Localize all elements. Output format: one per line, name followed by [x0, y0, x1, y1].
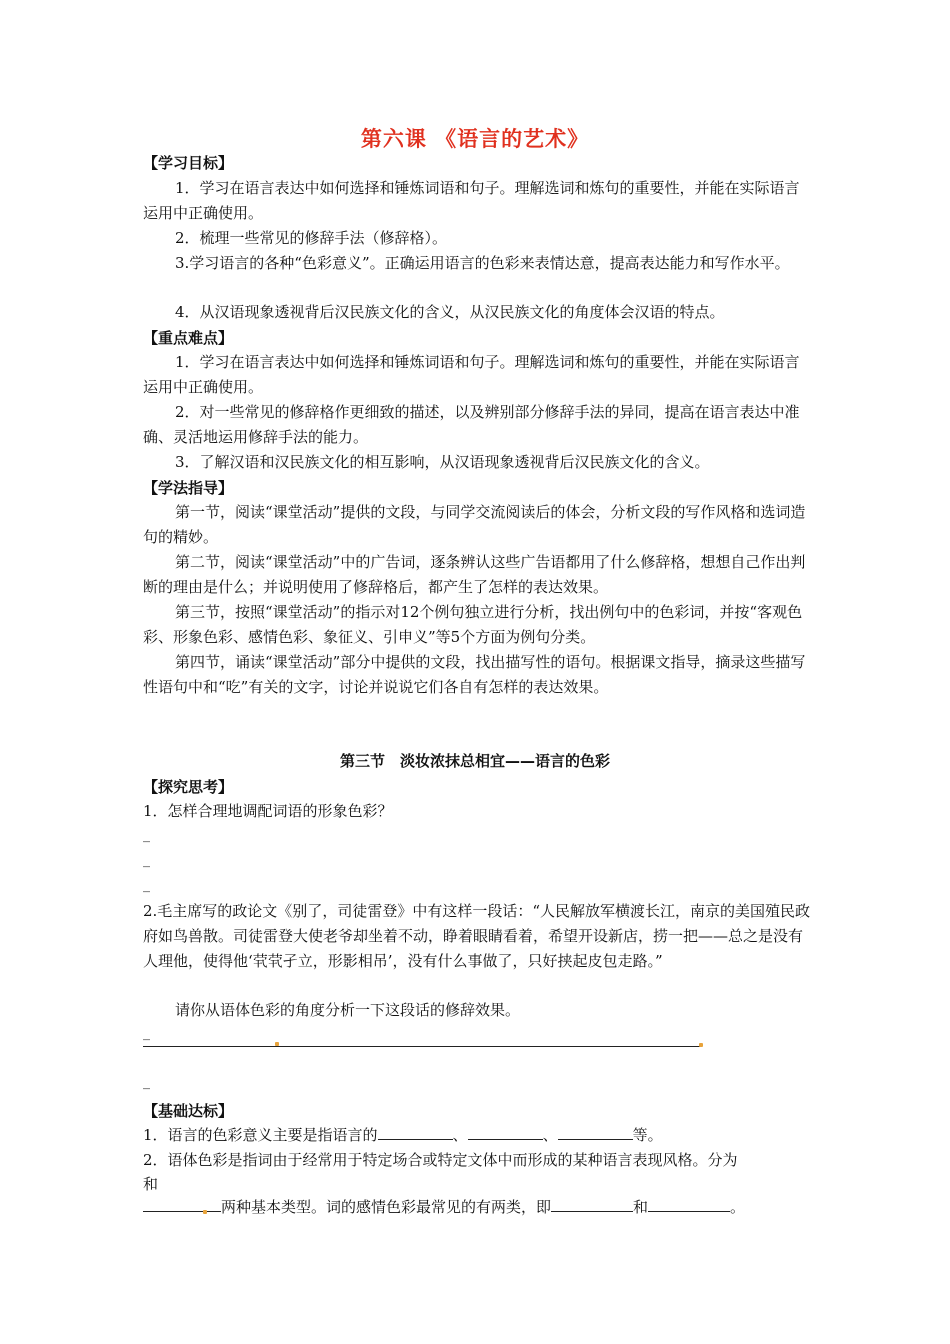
answer-line-3[interactable]: _: [143, 877, 150, 893]
answer-line-1[interactable]: _: [143, 827, 150, 843]
method-item-3: 第三节，按照“课堂活动”的指示对12个例句独立进行分析，找出例句中的色彩词，并按“客观色彩、形象色彩、感情色彩、象征义、引申义”等5个方面为例句分类。: [143, 603, 803, 646]
method-heading: 【学法指导】: [143, 479, 234, 497]
blank-5[interactable]: [551, 1195, 633, 1212]
marker-dot: [203, 1210, 207, 1214]
basic-q2-end: 。: [730, 1198, 746, 1216]
goals-item-1: 1．学习在语言表达中如何选择和锤炼词语和句子。理解选词和炼句的重要性，并能在实际语言运用中正确使用。: [143, 179, 800, 222]
basic-q2-mid: 两种基本类型。词的感情色彩最常见的有两类，即: [221, 1198, 552, 1216]
answer-underline[interactable]: [143, 1046, 700, 1047]
blank-1[interactable]: [378, 1123, 453, 1140]
question-2: 2.毛主席写的政论文《别了，司徒雷登》中有这样一段话：“人民解放军横渡长江，南京的美国殖民政府如鸟兽散。司徒雷登大使老爷却坐着不动，睁着眼睛看着，希望开设新店，捞一把——总之是没有人理他，使得他‘茕茕孑立，形影相吊’，没有什么事做了，只好挟起皮包走路。”: [143, 902, 810, 970]
basic-q1-suffix: 等。: [632, 1126, 663, 1144]
blank-4[interactable]: [143, 1195, 221, 1212]
blank-2[interactable]: [468, 1123, 543, 1140]
keypoints-item-1: 1．学习在语言表达中如何选择和锤炼词语和句子。理解选词和炼句的重要性，并能在实际语言运用中正确使用。: [143, 353, 800, 396]
question-2-prompt: 请你从语体色彩的角度分析一下这段话的修辞效果。: [175, 1001, 521, 1019]
goals-heading: 【学习目标】: [143, 154, 234, 172]
answer-line-2[interactable]: _: [143, 852, 150, 868]
blank-3[interactable]: [558, 1123, 633, 1140]
basic-question-2-line3: [143, 1195, 811, 1220]
goals-item-3: 3.学习语言的各种“色彩意义”。正确运用语言的色彩来表情达意，提高表达能力和写作水平。: [175, 254, 790, 272]
separator: 、: [542, 1126, 558, 1144]
basic-question-2-line2: 和: [143, 1175, 159, 1193]
method-item-2: 第二节，阅读“课堂活动”中的广告词，逐条辨认这些广告语都用了什么修辞格，想想自己作出判断的理由是什么；并说明使用了修辞格后，都产生了怎样的表达效果。: [143, 553, 806, 596]
method-item-4: 第四节，诵读“课堂活动”部分中提供的文段，找出描写性的语句。根据课文指导，摘录这些描写性语句中和“吃”有关的文字，讨论并说说它们各自有怎样的表达效果。: [143, 653, 806, 696]
answer-dash-1: _: [143, 1025, 150, 1041]
page-title: 第六课 《语言的艺术》: [360, 127, 590, 151]
question-1: 1．怎样合理地调配词语的形象色彩？: [143, 802, 393, 820]
marker-dot: [699, 1043, 703, 1047]
answer-dash-2[interactable]: _: [143, 1074, 150, 1090]
marker-dot: [275, 1042, 279, 1046]
basic-question-1: [143, 1123, 811, 1148]
basic-q1-prefix: 1．语言的色彩意义主要是指语言的: [143, 1126, 378, 1144]
separator: 、: [452, 1126, 468, 1144]
keypoints-item-2: 2．对一些常见的修辞格作更细致的描述，以及辨别部分修辞手法的异同，提高在语言表达中准确、灵活地运用修辞手法的能力。: [143, 403, 800, 446]
basic-q2-and: 和: [633, 1198, 649, 1216]
method-item-1: 第一节，阅读“课堂活动”提供的文段，与同学交流阅读后的体会，分析文段的写作风格和选词造句的精妙。: [143, 503, 806, 546]
goals-item-4: 4．从汉语现象透视背后汉民族文化的含义，从汉民族文化的角度体会汉语的特点。: [175, 303, 725, 321]
basic-heading: 【基础达标】: [143, 1102, 234, 1120]
section-title: 第三节 淡妆浓抹总相宜——语言的色彩: [339, 752, 610, 770]
blank-6[interactable]: [648, 1195, 730, 1212]
explore-heading: 【探究思考】: [143, 778, 234, 796]
keypoints-heading: 【重点难点】: [143, 329, 234, 347]
basic-question-2-line1: 2．语体色彩是指词由于经常用于特定场合或特定文体中而形成的某种语言表现风格。分为: [143, 1151, 738, 1169]
keypoints-item-3: 3．了解汉语和汉民族文化的相互影响，从汉语现象透视背后汉民族文化的含义。: [175, 453, 710, 471]
goals-item-2: 2．梳理一些常见的修辞手法（修辞格）。: [175, 229, 448, 247]
